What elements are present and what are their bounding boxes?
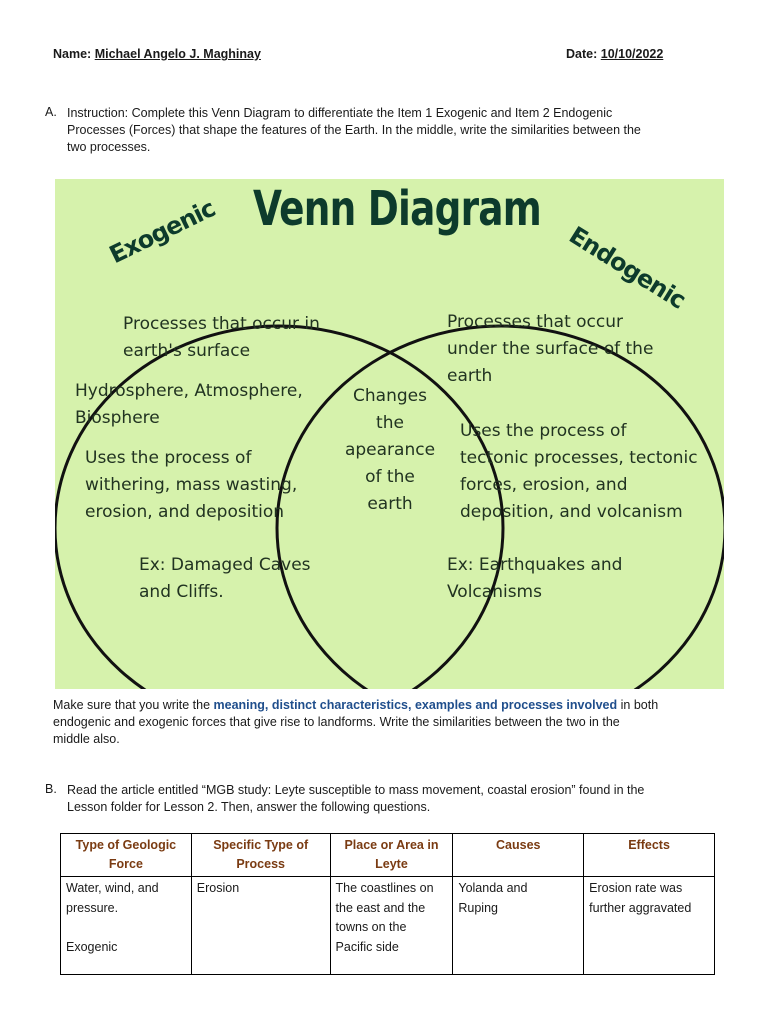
geologic-force-table: [60, 833, 715, 975]
endogenic-processes: [460, 418, 698, 526]
text-line: the: [376, 413, 404, 433]
instruction-line: two processes.: [67, 140, 151, 154]
exogenic-label: Exogenic: [105, 194, 220, 270]
text-line: withering, mass wasting,: [85, 475, 298, 495]
header-specific-process: Specific Type of Process: [191, 834, 330, 877]
exogenic-spheres: [75, 378, 303, 432]
section-b-instruction: [67, 782, 644, 816]
endogenic-meaning: [447, 309, 653, 390]
text-line: Processes that occur: [447, 312, 623, 332]
exogenic-examples: [139, 552, 311, 606]
text-line: Volcanisms: [447, 582, 542, 602]
text-line: Uses the process of: [460, 421, 627, 441]
section-a-marker: A.: [45, 105, 57, 119]
note-line: [53, 697, 658, 714]
similarities: [337, 383, 443, 518]
cell-causes[interactable]: Yolanda and Ruping: [453, 877, 584, 975]
venn-title: Venn Diagram: [253, 181, 542, 237]
text-line: apearance: [344, 440, 436, 460]
note-text: Make sure that you write the: [53, 698, 214, 712]
note-highlight: meaning, distinct characteristics, examples and processes involved: [213, 698, 618, 712]
text-line: earth's surface: [123, 341, 251, 361]
note-line: middle also.: [53, 732, 120, 746]
header-geologic-force: Type of Geologic Force: [61, 834, 192, 877]
section-b-marker: B.: [45, 782, 57, 796]
name-value: Michael Angelo J. Maghinay: [94, 47, 261, 61]
name-label: Name:: [53, 47, 92, 61]
header-effects: Effects: [584, 834, 715, 877]
date-label: Date:: [566, 47, 598, 61]
header-place-area: Place or Area in Leyte: [330, 834, 453, 877]
text-line: erosion, and deposition: [85, 502, 285, 522]
text-line: Changes: [353, 386, 427, 406]
text-line: forces, erosion, and: [460, 475, 628, 495]
text-line: Hydrosphere, Atmosphere,: [75, 381, 303, 401]
cell-place-area[interactable]: The coastlines on the east and the towns on the Pacific side: [330, 877, 453, 975]
text-line: Biosphere: [75, 408, 160, 428]
table-header-row: [61, 834, 715, 877]
note-text: in both: [617, 698, 659, 712]
text-line: tectonic processes, tectonic: [460, 448, 698, 468]
text-line: earth: [447, 366, 493, 386]
diagram-note: [53, 697, 658, 748]
text-line: under the surface of the: [447, 339, 654, 359]
date-field: [566, 47, 663, 61]
date-value: 10/10/2022: [600, 47, 664, 61]
section-a-instruction: [67, 105, 641, 156]
text-line: and Cliffs.: [139, 582, 224, 602]
instruction-line: Instruction: Complete this Venn Diagram to differentiate the Item 1 Exogenic and Item 2 Endogenic: [67, 106, 613, 120]
endogenic-label: Endogenic: [564, 221, 691, 315]
cell-effects[interactable]: Erosion rate was further aggravated: [584, 877, 715, 975]
endogenic-examples: [447, 552, 622, 606]
venn-diagram: [55, 179, 724, 689]
instruction-line: Lesson folder for Lesson 2. Then, answer the following questions.: [67, 800, 431, 814]
text-line: earth: [367, 494, 413, 514]
cell-geologic-force[interactable]: Water, wind, and pressure. Exogenic: [61, 877, 192, 975]
text-line: Ex: Damaged Caves: [139, 555, 311, 575]
name-field: [53, 47, 261, 61]
instruction-line: Processes (Forces) that shape the features of the Earth. In the middle, write the similarities between the: [67, 123, 641, 137]
text-line: Uses the process of: [85, 448, 252, 468]
header-causes: Causes: [453, 834, 584, 877]
note-line: endogenic and exogenic forces that give rise to landforms. Write the similarities between the two in the: [53, 715, 620, 729]
exogenic-meaning: [123, 311, 320, 365]
text-line: Ex: Earthquakes and: [447, 555, 623, 575]
instruction-line: Read the article entitled “MGB study: Leyte susceptible to mass movement, coastal erosion” found in the: [67, 783, 645, 797]
text-line: of the: [365, 467, 415, 487]
cell-specific-process[interactable]: Erosion: [191, 877, 330, 975]
exogenic-processes: [85, 445, 297, 526]
table-row: [61, 877, 715, 975]
text-line: deposition, and volcanism: [460, 502, 683, 522]
text-line: Processes that occur in: [123, 314, 320, 334]
